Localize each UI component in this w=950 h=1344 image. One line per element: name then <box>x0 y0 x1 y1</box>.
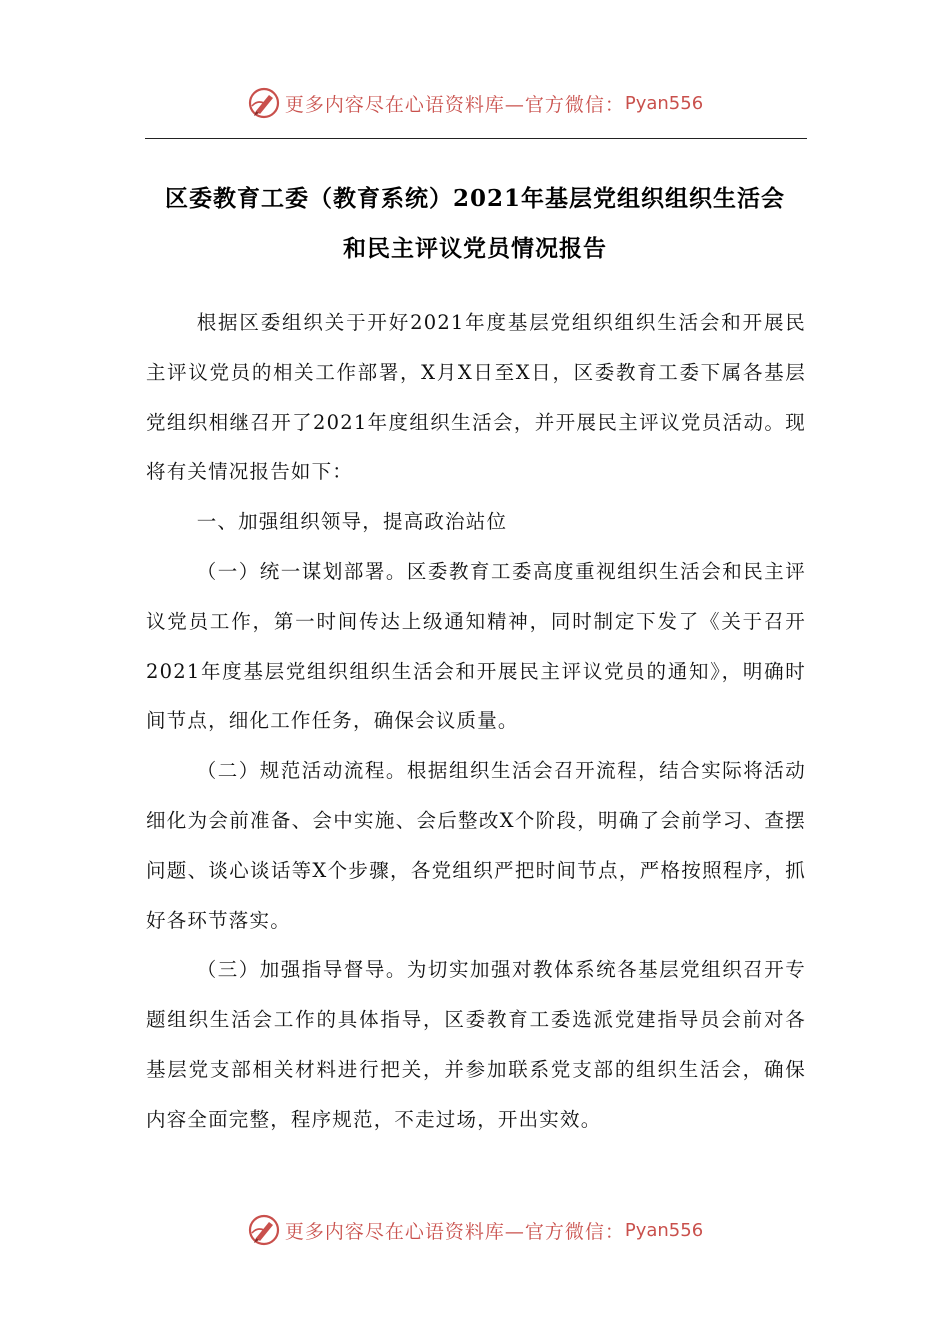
paragraph-supervision: （三）加强指导督导。为切实加强对教体系统各基层党组织召开专题组织生活会工作的具体指导，区委教育工委选派党建指导员会前对各基层党支部相关材料进行把关，并参加联系党支部的组织生活会，确保内容全面完整，程序规范，不走过场，开出实效。 <box>146 958 806 1131</box>
watermark-header <box>0 83 950 123</box>
pen-logo-icon <box>247 86 281 120</box>
paragraph-process: （二）规范活动流程。根据组织生活会召开流程，结合实际将活动细化为会前准备、会中实施、会后整改X个阶段，明确了会前学习、查摆问题、谈心谈话等X个步骤，各党组织严把时间节点，严格按照程序，抓好各环节落实。 <box>146 759 806 932</box>
watermark-footer <box>0 1210 950 1250</box>
watermark-text: 更多内容尽在心语资料库—官方微信： <box>284 93 625 116</box>
document-title-line-1: 区委教育工委（教育系统）2021年基层党组织组织生活会 <box>164 185 785 212</box>
paragraph-planning: （一）统一谋划部署。区委教育工委高度重视组织生活会和民主评议党员工作，第一时间传达上级通知精神，同时制定下发了《关于召开2021年度基层党组织组织生活会和开展民主评议党员的通知》，明确时间节点，细化工作任务，确保会议质量。 <box>146 559 806 733</box>
paragraph-intro: 根据区委组织关于开好2021年度基层党组织组织生活会和开展民主评议党员的相关工作部署，X月X日至X日，区委教育工委下属各基层党组织相继召开了2021年度组织生活会，并开展民主评议党员活动。现将有关情况报告如下： <box>146 311 806 484</box>
pen-logo-icon <box>247 1213 281 1247</box>
document-body <box>146 298 806 1145</box>
watermark-wechat-id: Pyan556 <box>624 1219 704 1241</box>
header-divider <box>145 138 807 139</box>
watermark-wechat-id: Pyan556 <box>624 92 704 114</box>
document-title-line-2: 和民主评议党员情况报告 <box>343 235 607 262</box>
watermark-text: 更多内容尽在心语资料库—官方微信： <box>284 1220 625 1243</box>
section-heading-1: 一、加强组织领导，提高政治站位 <box>196 510 508 534</box>
